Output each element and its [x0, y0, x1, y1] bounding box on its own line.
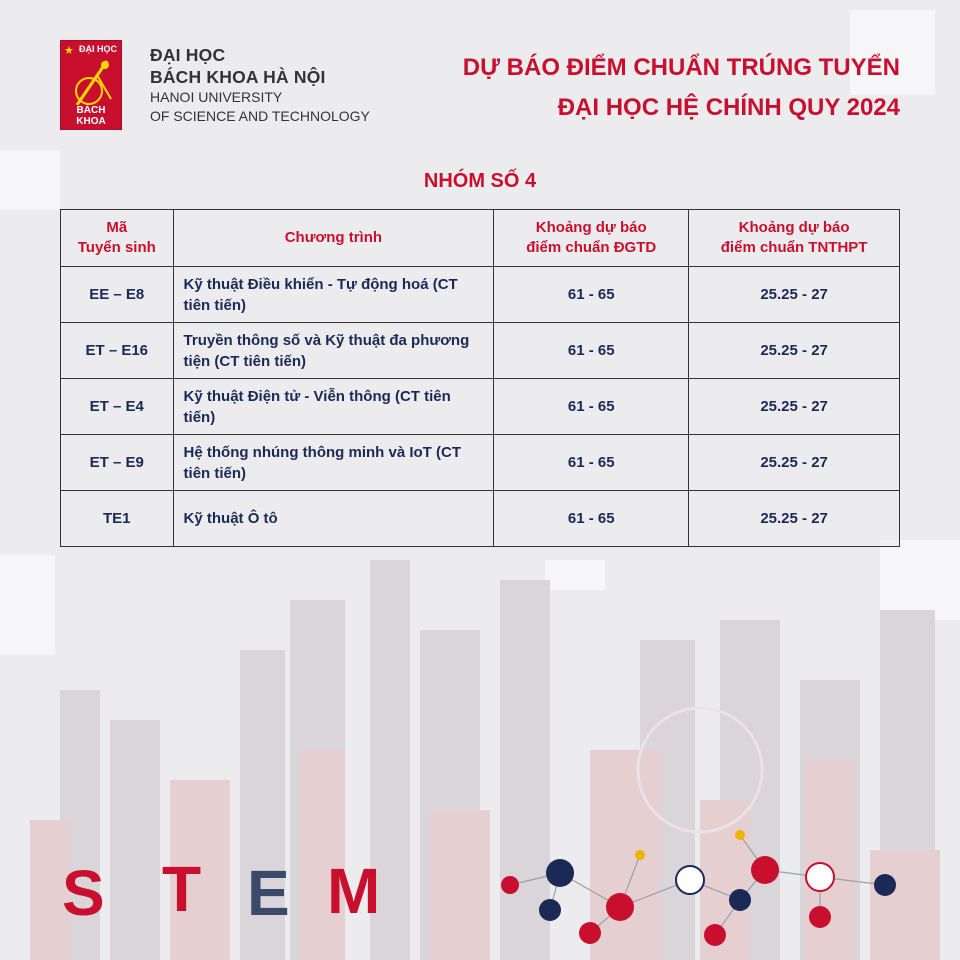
microscope-icon-2: [539, 899, 561, 921]
header-dgtd: [494, 210, 689, 267]
header-program-line1: Chương trình: [284, 229, 383, 246]
chip-icon-2: [874, 874, 896, 896]
cell-code: EE – E8: [61, 267, 174, 323]
flask-icon: [606, 893, 634, 921]
header-tnthpt-line2: điểm chuẩn TNTHPT: [720, 239, 868, 256]
pulse-icon: [676, 866, 704, 894]
microscope-icon: [501, 876, 519, 894]
stem-letter-m: M: [327, 855, 381, 927]
cell-dgtd: 61 - 65: [494, 267, 689, 323]
cell-program: Truyền thông số và Kỹ thuật đa phương tiện (CT tiên tiến): [173, 323, 494, 379]
plant-icon: [806, 863, 834, 891]
cell-tnthpt: 25.25 - 27: [689, 435, 900, 491]
logo-bottom-text: BÁCH KHOA: [61, 105, 121, 127]
cell-tnthpt: 25.25 - 27: [689, 491, 900, 547]
stem-illustration: [62, 838, 442, 938]
university-logo: [60, 40, 122, 130]
gear-icon: [546, 859, 574, 887]
university-name-en-line2: OF SCIENCE AND TECHNOLOGY: [150, 108, 370, 124]
header-program: [173, 210, 494, 267]
table-header-row: [61, 210, 900, 267]
university-name-vi-line2: BÁCH KHOA HÀ NỘI: [150, 67, 326, 87]
header-tnthpt-line1: Khoảng dự báo: [738, 219, 850, 236]
headline-line2: ĐẠI HỌC HỆ CHÍNH QUY 2024: [557, 94, 900, 121]
cell-code: ET – E4: [61, 379, 174, 435]
header-code: [61, 210, 174, 267]
table-row: [61, 267, 900, 323]
university-name: [150, 44, 370, 126]
dna-icon: [579, 922, 601, 944]
stem-letter-s: S: [62, 857, 105, 929]
cell-code: ET – E9: [61, 435, 174, 491]
table-row: [61, 491, 900, 547]
cell-dgtd: 61 - 65: [494, 323, 689, 379]
cell-program: Kỹ thuật Ô tô: [173, 491, 494, 547]
page-headline: [463, 48, 900, 128]
cell-dgtd: 61 - 65: [494, 491, 689, 547]
cell-program: Kỹ thuật Điện tử - Viễn thông (CT tiên tiến): [173, 379, 494, 435]
header-dgtd-line1: Khoảng dự báo: [535, 219, 647, 236]
star-icon: ★: [64, 45, 74, 57]
logo-top-text: ĐẠI HỌC: [79, 44, 117, 54]
table-row: [61, 435, 900, 491]
stem-letter-e: E: [247, 857, 290, 929]
chip-icon: [729, 889, 751, 911]
score-forecast-table: [60, 209, 900, 547]
cell-dgtd: 61 - 65: [494, 379, 689, 435]
cell-code: ET – E16: [61, 323, 174, 379]
cell-code: TE1: [61, 491, 174, 547]
university-name-en-line1: HANOI UNIVERSITY: [150, 89, 283, 105]
cell-tnthpt: 25.25 - 27: [689, 267, 900, 323]
table-row: [61, 379, 900, 435]
telescope-icon: [809, 906, 831, 928]
cell-dgtd: 61 - 65: [494, 435, 689, 491]
compass-emblem-icon: [67, 55, 115, 109]
cell-tnthpt: 25.25 - 27: [689, 323, 900, 379]
cell-program: Kỹ thuật Điều khiển - Tự động hoá (CT tiên tiến): [173, 267, 494, 323]
header-code-line1: Mã: [106, 219, 128, 236]
cell-tnthpt: 25.25 - 27: [689, 379, 900, 435]
robot-icon: [704, 924, 726, 946]
headline-line1: DỰ BÁO ĐIỂM CHUẨN TRÚNG TUYỂN: [462, 54, 900, 81]
stem-letter-t: T: [162, 853, 202, 925]
cell-program: Hệ thống nhúng thông minh và IoT (CT tiên tiến): [173, 435, 494, 491]
header-dgtd-line2: điểm chuẩn ĐGTD: [526, 239, 657, 256]
header-code-line2: Tuyển sinh: [77, 239, 156, 256]
group-title: NHÓM SỐ 4: [423, 170, 537, 192]
atom-icon: [751, 856, 779, 884]
table-row: [61, 323, 900, 379]
university-name-vi-line1: ĐẠI HỌC: [150, 45, 226, 65]
header-tnthpt: [689, 210, 900, 267]
science-network-illustration: [480, 825, 910, 955]
